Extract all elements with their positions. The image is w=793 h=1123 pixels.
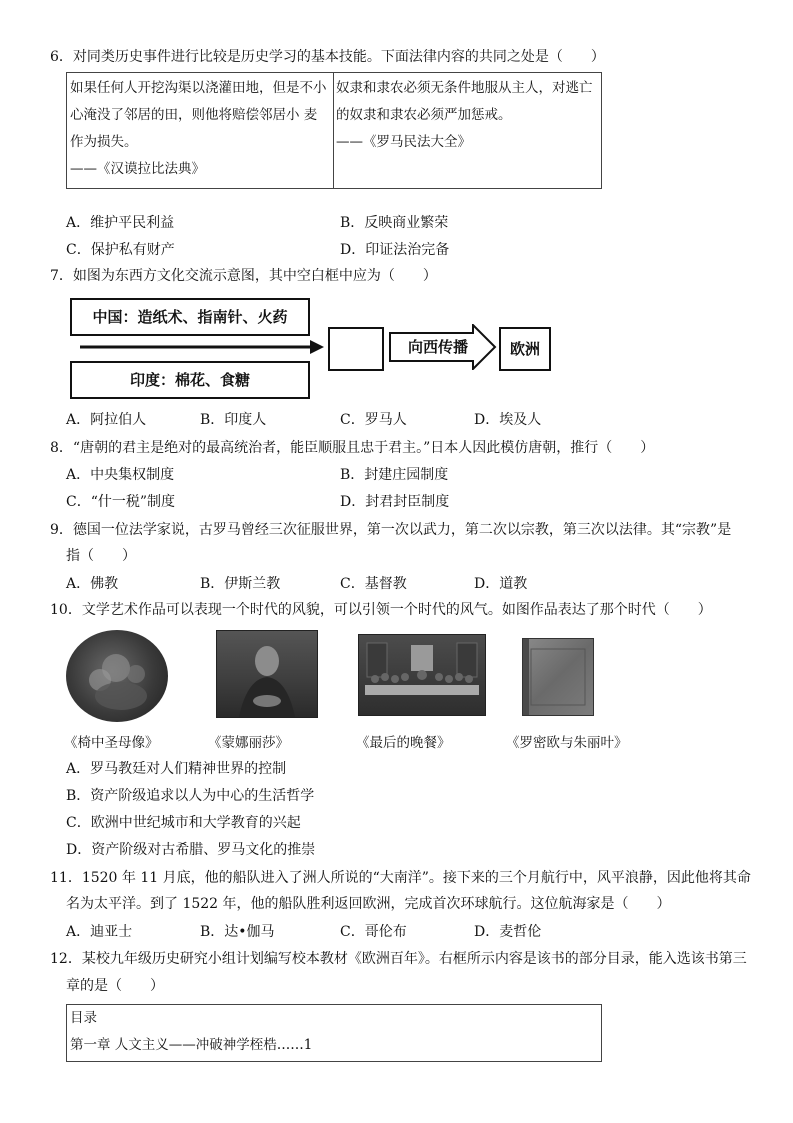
q12-stem-line-1: 12．某校九年级历史研究小组计划编写校本教材《欧洲百年》。右框所示内容是该书的部分目录，能入选该书第三	[50, 951, 747, 967]
madonna-della-seggiola-image	[66, 630, 168, 722]
caption-mona-lisa: 《蒙娜丽莎》	[208, 735, 289, 751]
q9-stem-line-1: 9．德国一位法学家说，古罗马曾经三次征服世界，第一次以武力，第二次以宗教，第三次以法律。其“宗教”是	[50, 522, 732, 538]
q7-option-c[interactable]: C．罗马人	[340, 412, 407, 428]
q6-right-line-1: 奴隶和隶农必须无条件地服从主人，对逃亡	[336, 80, 593, 96]
q8-option-a[interactable]: A．中央集权制度	[66, 467, 175, 483]
q6-table-divider	[333, 73, 334, 188]
q11-option-c[interactable]: C．哥伦布	[340, 924, 407, 940]
q9-option-a[interactable]: A．佛教	[66, 576, 119, 592]
q6-left-line-2: 心淹没了邻居的田，则他将赔偿邻居小 麦	[70, 107, 318, 123]
q11-option-b[interactable]: B．达•伽马	[200, 924, 275, 940]
q7-europe-box: 欧洲	[499, 327, 551, 371]
q10-option-b[interactable]: B．资产阶级追求以人为中心的生活哲学	[66, 788, 315, 804]
last-supper-image	[358, 634, 486, 716]
q12-toc-chapter-1: 第一章 人文主义——冲破神学桎梏……1	[70, 1037, 313, 1053]
q10-stem: 10．文学艺术作品可以表现一个时代的风貌，可以引领一个时代的风气。如图作品表达了那个时代（ ）	[50, 602, 712, 618]
romeo-and-juliet-book-image	[522, 638, 594, 716]
q6-option-b[interactable]: B．反映商业繁荣	[340, 215, 449, 231]
q6-left-line-1: 如果任何人开挖沟渠以浇灌田地，但是不小	[70, 80, 327, 96]
caption-madonna: 《椅中圣母像》	[64, 735, 159, 751]
q6-option-d[interactable]: D．印证法治完备	[340, 242, 450, 258]
caption-last-supper: 《最后的晚餐》	[356, 735, 451, 751]
q7-china-box: 中国：造纸术、指南针、火药	[70, 298, 310, 336]
caption-romeo-juliet: 《罗密欧与朱丽叶》	[506, 735, 628, 751]
q6-law-table	[66, 72, 602, 189]
q9-stem-line-2: 指（ ）	[66, 548, 136, 564]
q6-left-line-3: 作为损失。	[70, 134, 138, 150]
q12-toc-title: 目录	[70, 1010, 97, 1026]
q11-option-a[interactable]: A．迪亚士	[66, 924, 133, 940]
q8-option-b[interactable]: B．封建庄园制度	[340, 467, 449, 483]
q10-option-d[interactable]: D．资产阶级对古希腊、罗马文化的推崇	[66, 842, 316, 858]
q9-option-b[interactable]: B．伊斯兰教	[200, 576, 281, 592]
q10-option-c[interactable]: C．欧洲中世纪城市和大学教育的兴起	[66, 815, 301, 831]
q10-option-a[interactable]: A．罗马教廷对人们精神世界的控制	[66, 761, 287, 777]
mona-lisa-image	[216, 630, 318, 718]
q11-option-d[interactable]: D．麦哲伦	[474, 924, 542, 940]
q6-stem: 6．对同类历史事件进行比较是历史学习的基本技能。下面法律内容的共同之处是（ ）	[50, 49, 605, 65]
q6-right-source: ——《罗马民法大全》	[336, 134, 471, 150]
q9-option-d[interactable]: D．道教	[474, 576, 528, 592]
q6-option-c[interactable]: C．保护私有财产	[66, 242, 175, 258]
q9-option-c[interactable]: C．基督教	[340, 576, 407, 592]
q12-stem-line-2: 章的是（ ）	[66, 978, 164, 994]
q8-option-c[interactable]: C．“什一税”制度	[66, 494, 176, 510]
q7-india-box: 印度：棉花、食糖	[70, 361, 310, 399]
q7-option-d[interactable]: D．埃及人	[474, 412, 542, 428]
q11-stem-line-1: 11．1520 年 11 月底，他的船队进入了洲人所说的“大南洋”。接下来的三个月航行中，风平浪静，因此他将其命	[50, 870, 751, 886]
q7-westward-label: 向西传播	[407, 338, 468, 356]
q7-stem: 7．如图为东西方文化交流示意图，其中空白框中应为（ ）	[50, 268, 437, 284]
q6-option-a[interactable]: A．维护平民利益	[66, 215, 175, 231]
q8-stem: 8．“唐朝的君主是绝对的最高统治者，能臣顺服且忠于君主。”日本人因此模仿唐朝，推行（ ）	[50, 440, 655, 456]
q11-stem-line-2: 名为太平洋。到了 1522 年，他的船队胜利返回欧洲，完成首次环球航行。这位航海家是（ ）	[66, 896, 671, 912]
q6-right-line-2: 的奴隶和隶农必须严加惩戒。	[336, 107, 512, 123]
q8-option-d[interactable]: D．封君封臣制度	[340, 494, 450, 510]
q12-toc-box	[66, 1004, 602, 1062]
q7-main-arrow	[80, 337, 326, 357]
q7-option-a[interactable]: A．阿拉伯人	[66, 412, 147, 428]
q6-left-source: ——《汉谟拉比法典》	[70, 161, 205, 177]
q7-option-b[interactable]: B．印度人	[200, 412, 267, 428]
q7-blank-box[interactable]	[328, 327, 384, 371]
